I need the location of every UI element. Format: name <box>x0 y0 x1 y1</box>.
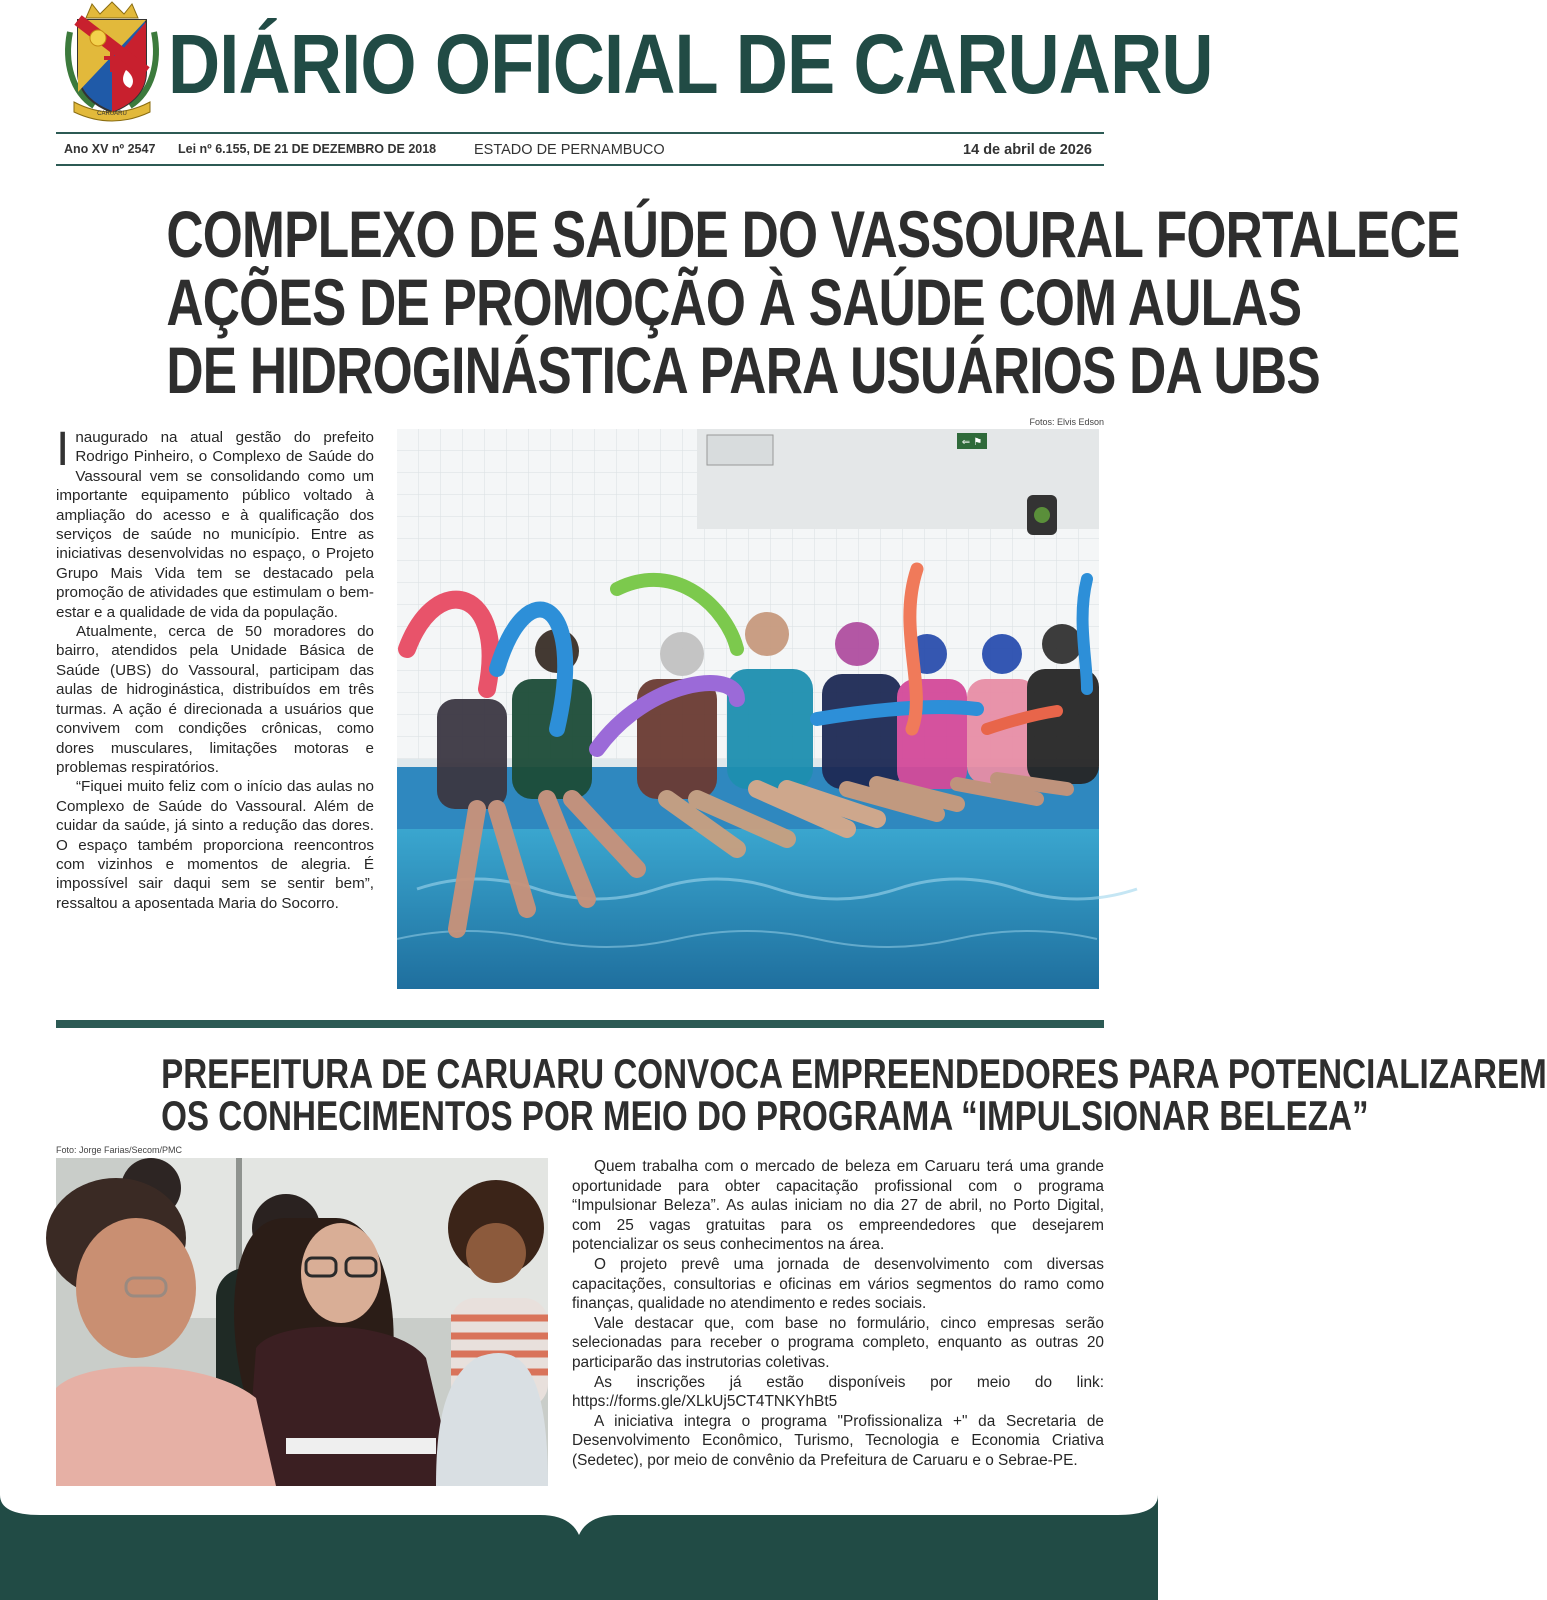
story2-headline-line: OS CONHECIMENTOS POR MEIO DO PROGRAMA “IMPULSIONAR BELEZA” <box>161 1092 1369 1139</box>
svg-text:⇐ ⚑: ⇐ ⚑ <box>961 437 983 448</box>
story2-paragraph: As inscrições já estão disponíveis por meio do link: https://forms.gle/XLkUj5CT4TNKYhBt5 <box>572 1373 1104 1411</box>
state-name: ESTADO DE PERNAMBUCO <box>474 142 665 158</box>
story1-headline-line: AÇÕES DE PROMOÇÃO À SAÚDE COM AULAS <box>166 265 1302 339</box>
story1-photo-credit: Fotos: Elvis Edson <box>1029 417 1104 427</box>
story1-headline <box>50 197 1460 407</box>
story2-paragraph: A iniciativa integra o programa "Profissionaliza +" da Secretaria de Desenvolvimento Econômico, Turismo, Tecnologia e Economia Criativa (Sedetec), por meio de convênio da Prefeitura de Caruaru e o Sebrae-PE. <box>572 1412 1104 1469</box>
story1-paragraph: “Fiquei muito feliz com o início das aulas no Complexo de Saúde do Vassoural. Além de cuidar da saúde, já sinto a redução das dores. O espaço também proporciona reencontros com vizinhos e momentos de alegria. É impossível sair daqui sem se sentir bem”, ressaltou a aposentada Maria do Socorro. <box>56 778 374 912</box>
section-divider <box>56 1020 1104 1028</box>
edition-info-bar <box>56 132 1104 166</box>
law-reference: Lei nº 6.155, DE 21 DE DEZEMBRO DE 2018 <box>178 142 437 156</box>
story1-paragraph: Inaugurado na atual gestão do prefeito Rodrigo Pinheiro, o Complexo de Saúde do Vassoural vem se consolidando como um importante equipamento público voltado à ampliação do acesso e à qualificação dos serviços de saúde no município. Entre as iniciativas desenvolvidas no espaço, o Projeto Grupo Mais Vida tem se destacado pela promoção de atividades que estimulam o bem-estar e a qualidade de vida da população. <box>56 423 374 621</box>
hydrogymnastics-photo <box>397 429 1099 989</box>
svg-text:CARUARU: CARUARU <box>97 111 127 117</box>
newspaper-title: DIÁRIO OFICIAL DE CARUARU <box>168 17 1213 111</box>
footer-band <box>0 1495 1158 1600</box>
story2-photo-credit: Foto: Jorge Farias/Secom/PMC <box>56 1145 183 1155</box>
masthead <box>56 0 1213 132</box>
story2-paragraph: Quem trabalha com o mercado de beleza em Caruaru terá uma grande oportunidade para obter capacitação profissional com o programa “Impulsionar Beleza”. As aulas iniciam no dia 27 de abril, no Porto Digital, com 25 vagas gratuitas para os empreendedores que desejarem potencializar os seus conhecimentos na área. <box>572 1158 1104 1254</box>
story2-headline <box>50 1050 1547 1139</box>
publication-date: 14 de abril de 2026 <box>963 142 1092 158</box>
story2-headline-line: PREFEITURA DE CARUARU CONVOCA EMPREENDEDORES PARA POTENCIALIZAREM <box>161 1050 1547 1097</box>
story1-body <box>56 423 374 913</box>
drop-cap: I <box>56 423 70 476</box>
edition-number: Ano XV nº 2547 <box>64 142 156 156</box>
classroom-photo <box>56 1158 548 1486</box>
story1-headline-line: COMPLEXO DE SAÚDE DO VASSOURAL FORTALECE <box>166 197 1460 271</box>
caruaru-crest-logo <box>64 2 160 120</box>
story1-paragraph: Atualmente, cerca de 50 moradores do bairro, atendidos pela Unidade Básica de Saúde (UBS) do Vassoural, participam das aulas de hidroginástica, distribuídos em três turmas. A ação é direcionada a usuários que convivem com condições crônicas, como dores musculares, limitações motoras e problemas respiratórios. <box>56 623 374 776</box>
story2-paragraph: Vale destacar que, com base no formulário, cinco empresas serão selecionadas para receber o programa completo, enquanto as outras 20 participarão das instrutorias coletivas. <box>572 1314 1104 1371</box>
story1-headline-line: DE HIDROGINÁSTICA PARA USUÁRIOS DA UBS <box>166 333 1320 407</box>
story2-paragraph: O projeto prevê uma jornada de desenvolvimento com diversas capacitações, consultorias e oficinas em vários segmentos do ramo como finanças, qualidade no atendimento e redes sociais. <box>572 1255 1104 1313</box>
story2-body <box>572 1157 1104 1471</box>
